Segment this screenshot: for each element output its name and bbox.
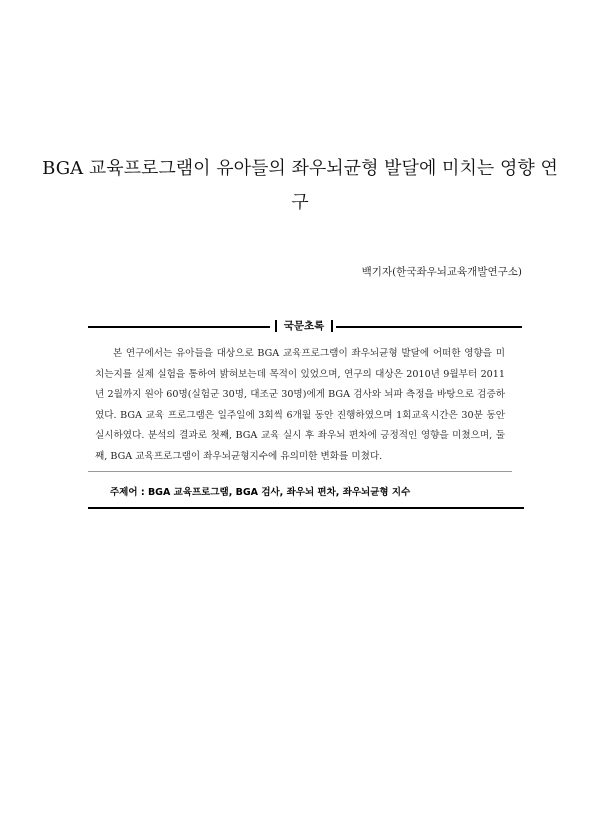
keywords-divider — [88, 471, 512, 472]
paper-title: BGA 교육프로그램이 유아들의 좌우뇌균형 발달에 미치는 영향 연구 — [42, 158, 558, 213]
abstract-bottom-rule — [88, 507, 524, 509]
keywords-line: 주제어 : BGA 교육프로그램, BGA 검사, 좌우뇌 편차, 좌우뇌균형 지수 — [110, 487, 411, 498]
abstract-bracket-left — [275, 320, 277, 332]
abstract-rule-left — [88, 326, 270, 328]
abstract-rule-right — [336, 326, 522, 328]
abstract-bracket-right — [331, 320, 333, 332]
abstract-body: 본 연구에서는 유아들을 대상으로 BGA 교육프로그램이 좌우뇌균형 발달에 어떠한 영향을 미치는지를 실제 실험을 통하여 밝혀보는데 목적이 있었으며, 연구의 대상은 2010년 9월부터 2011년 2월까지 원아 60명(실험군 30명, 대조군 30명)에게 BGA 검사와 뇌파 측정을 바탕으로 검증하였다. BGA 교육 프로그램은 일주일에 3회씩 6개월 동안 진행하였으며 1회교육시간은 30분 동안 실시하였다. 분석의 결과로 첫째, BGA 교육 실시 후 좌우뇌 편차에 긍정적인 영향을 미쳤으며, 둘째, BGA 교육프로그램이 좌우뇌균형지수에 유의미한 변화를 미쳤다. — [95, 348, 505, 462]
abstract-heading: 국문초록 — [283, 320, 325, 332]
author-affiliation: 백기자(한국좌우뇌교육개발연구소) — [361, 266, 522, 278]
